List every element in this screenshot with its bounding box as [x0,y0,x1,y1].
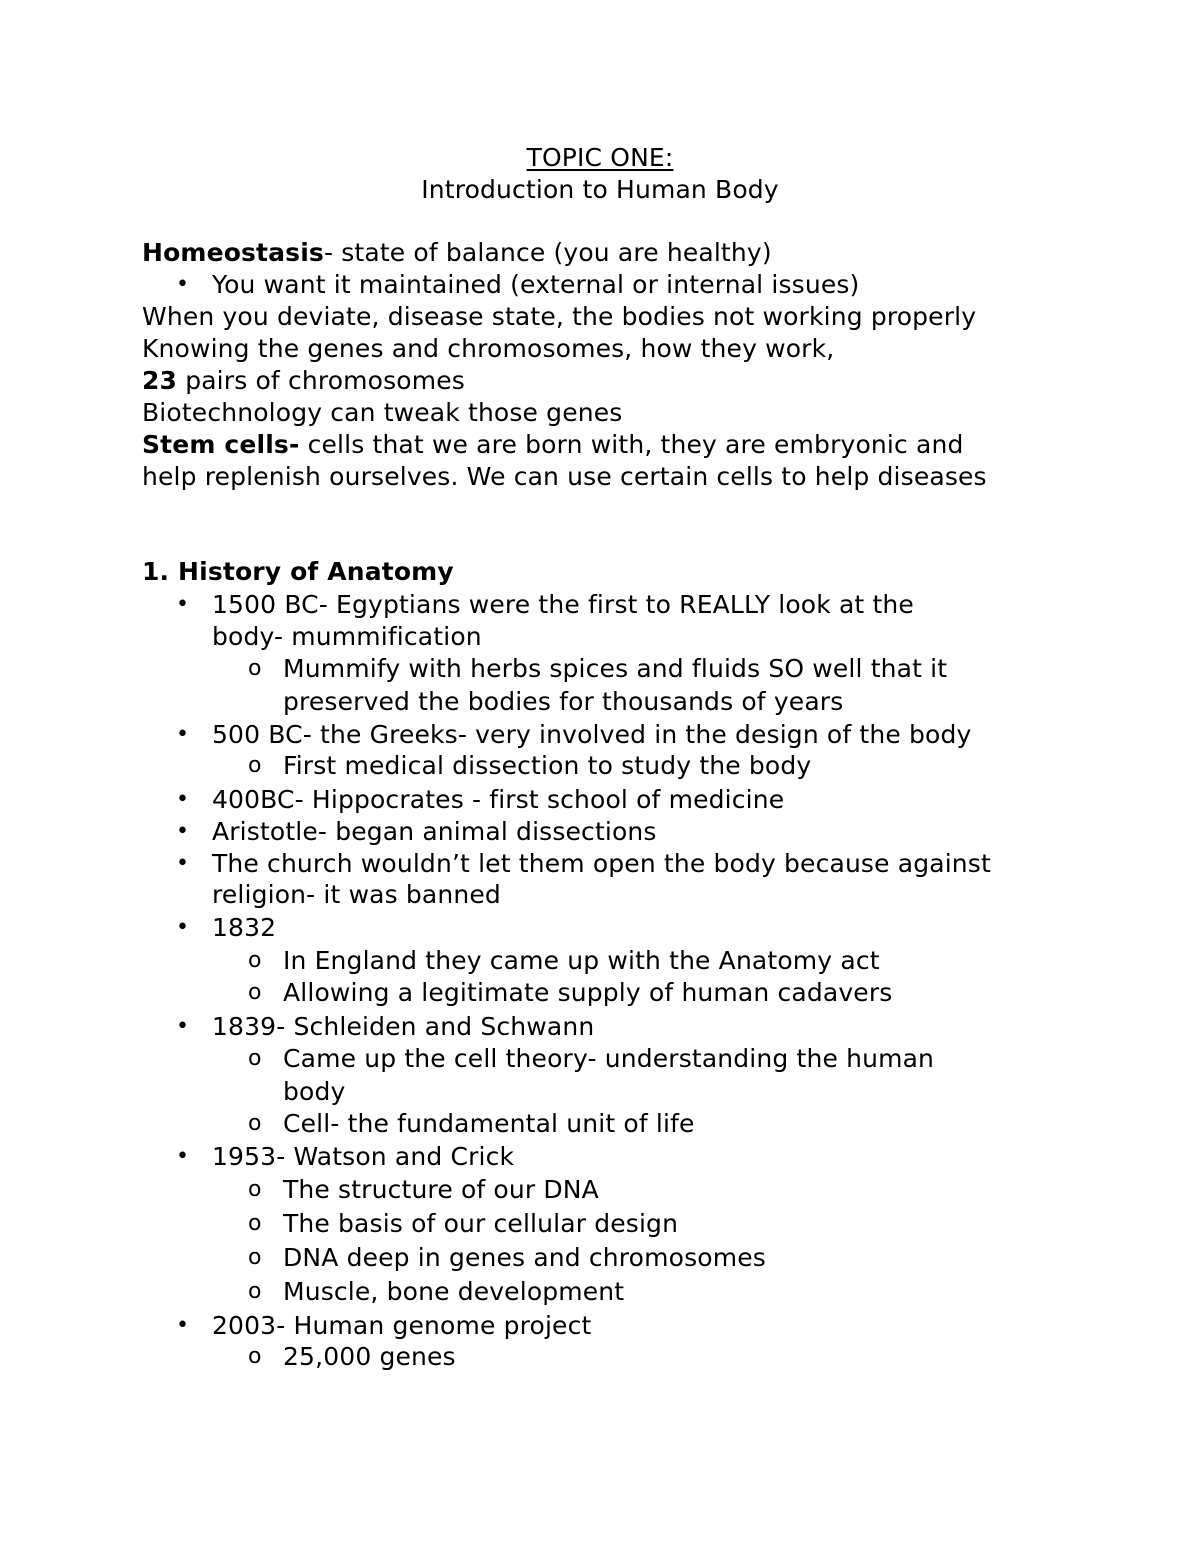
homeostasis-definition: - state of balance (you are healthy) [323,238,772,267]
sub-bullet-icon: o [248,948,262,973]
sub-item-mummify: Mummify with herbs spices and fluids SO well that it [283,654,948,683]
sub-bullet-icon: o [248,1344,262,1369]
sub-item-muscle-bone: Muscle, bone development [283,1277,625,1306]
homeostasis-bullet: You want it maintained (external or internal issues) [212,270,860,299]
list-item-2003: 2003- Human genome project [212,1311,592,1340]
page-subtitle: Introduction to Human Body [421,175,779,204]
list-item-aristotle: Aristotle- began animal dissections [212,817,657,846]
homeostasis-line [142,237,772,269]
bullet-icon: • [176,722,189,747]
sub-bullet-icon: o [248,1177,262,1202]
list-item-1832: 1832 [212,913,277,942]
pairs-line [142,365,465,397]
sub-bullet-icon: o [248,980,262,1005]
stem-term: Stem cells- [142,430,300,459]
sub-item-cadavers: Allowing a legitimate supply of human cadavers [283,978,893,1007]
sub-item-mummify-cont: preserved the bodies for thousands of years [283,687,844,716]
sub-item-cellular-design: The basis of our cellular design [283,1209,679,1238]
homeostasis-term: Homeostasis [142,238,324,267]
bullet-icon: • [176,787,189,812]
history-heading [142,556,454,588]
stem-line [142,429,963,461]
sub-bullet-icon: o [248,1245,262,1270]
bullet-icon: • [176,819,189,844]
list-item-1500bc: 1500 BC- Egyptians were the first to REALLY look at the [212,590,914,619]
list-item-1500bc-cont: body- mummification [212,622,482,651]
bullet-icon: • [176,851,189,876]
sub-bullet-icon: o [248,1046,262,1071]
pairs-number: 23 [142,366,178,395]
sub-item-cell: Cell- the fundamental unit of life [283,1109,695,1138]
genes-line: Knowing the genes and chromosomes, how they work, [142,334,835,363]
sub-bullet-icon: o [248,1111,262,1136]
deviate-line: When you deviate, disease state, the bodies not working properly [142,302,977,331]
biotech-line: Biotechnology can tweak those genes [142,398,623,427]
title-text: TOPIC ONE: [526,143,674,172]
bullet-icon: • [176,592,189,617]
sub-bullet-icon: o [248,753,262,778]
pairs-text: pairs of chromosomes [177,366,465,395]
list-item-500bc: 500 BC- the Greeks- very involved in the design of the body [212,720,972,749]
sub-item-cell-theory: Came up the cell theory- understanding the human [283,1044,935,1073]
page-title [0,142,1200,174]
list-item-church-cont: religion- it was banned [212,880,501,909]
bullet-icon: • [176,915,189,940]
sub-bullet-icon: o [248,656,262,681]
list-item-400bc: 400BC- Hippocrates - first school of medicine [212,785,785,814]
stem-line-2: help replenish ourselves. We can use certain cells to help diseases [142,462,987,491]
sub-item-genes-count: 25,000 genes [283,1342,456,1371]
stem-definition: cells that we are born with, they are embryonic and [299,430,964,459]
sub-item-anatomy-act: In England they came up with the Anatomy act [283,946,880,975]
bullet-icon: • [176,1313,189,1338]
history-heading-text: 1. History of Anatomy [142,557,454,586]
sub-item-cell-theory-cont: body [283,1077,346,1106]
sub-item-dissection: First medical dissection to study the body [283,751,812,780]
sub-item-dna-structure: The structure of our DNA [283,1175,599,1204]
sub-bullet-icon: o [248,1279,262,1304]
sub-bullet-icon: o [248,1211,262,1236]
bullet-icon: • [176,272,189,297]
bullet-icon: • [176,1014,189,1039]
bullet-icon: • [176,1144,189,1169]
list-item-1953: 1953- Watson and Crick [212,1142,515,1171]
sub-item-dna-genes: DNA deep in genes and chromosomes [283,1243,766,1272]
list-item-church: The church wouldn’t let them open the body because against [212,849,991,878]
list-item-1839: 1839- Schleiden and Schwann [212,1012,595,1041]
